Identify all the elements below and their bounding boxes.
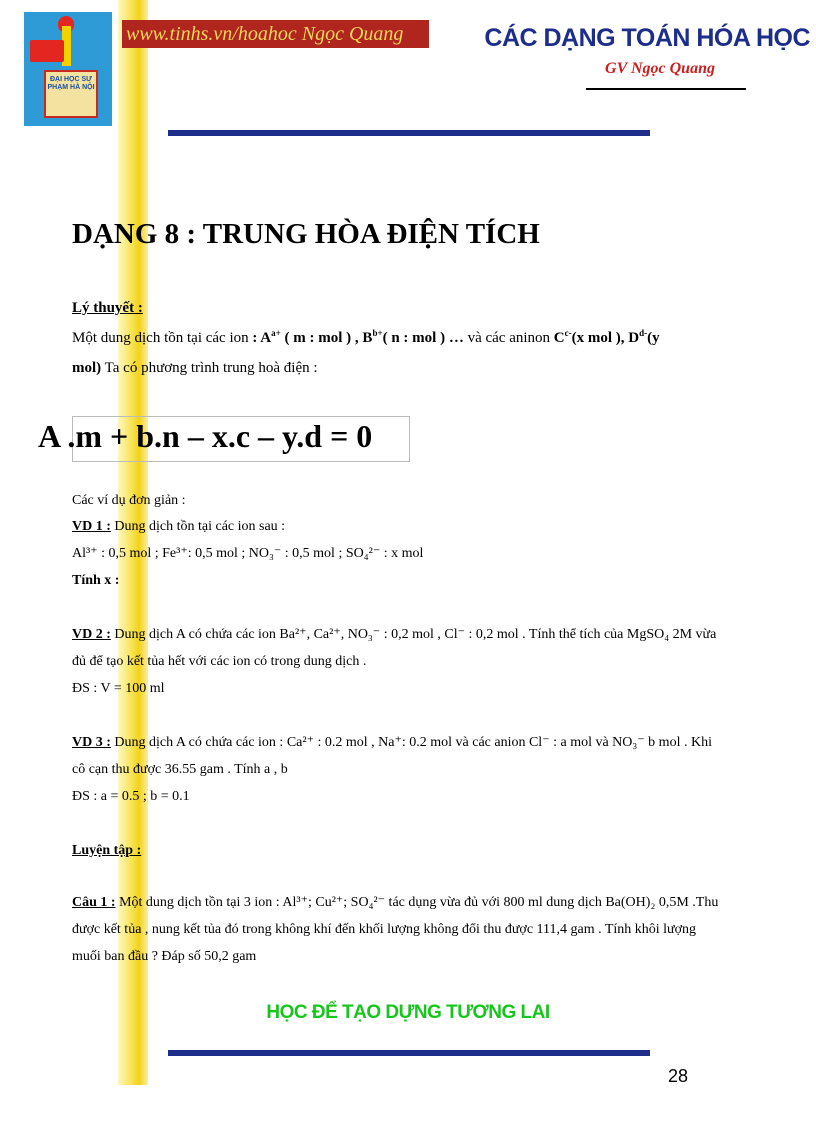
website-banner-text: www.tinhs.vn/hoahoc Ngọc Quang — [126, 23, 404, 45]
cation-a-charge: a+ — [271, 328, 281, 338]
anion-c-charge: c- — [564, 328, 572, 338]
theory-line-2 — [72, 358, 318, 379]
cation-a: : A — [252, 330, 272, 346]
website-banner[interactable] — [122, 20, 429, 48]
example-2-label: VD 2 : — [72, 627, 111, 642]
theory-heading — [72, 298, 143, 319]
theory-line2-bold: mol) — [72, 360, 102, 376]
example-3-text: Dung dịch A có chứa các ion : Ca²⁺ : 0.2 mol , Na⁺: 0.2 mol và các anion Cl⁻ : a mol và NO₃⁻ b mol . Khi — [110, 735, 712, 750]
example-1-text: Dung dịch tồn tại các ion sau : — [110, 519, 286, 534]
question-1-line2: được kết tủa , nung kết tủa đó trong không khí đến khối lượng không đổi thu được 111,4 gam . Tính khôi lượng — [72, 922, 697, 937]
footer-slogan: HỌC ĐỂ TẠO DỰNG TƯƠNG LAI — [266, 1002, 550, 1023]
anion-d-amount: (y — [647, 330, 660, 346]
flag-icon — [30, 40, 64, 62]
practice-heading-label: Luyện tập : — [72, 843, 142, 858]
example-3-line2: cô cạn thu được 36.55 gam . Tính a , b — [72, 762, 288, 777]
example-3 — [72, 732, 712, 753]
book-icon — [44, 70, 98, 118]
page-number: 28 — [668, 1066, 689, 1086]
example-1 — [72, 516, 285, 537]
theory-heading-label: Lý thuyết : — [72, 300, 143, 316]
header-subtitle: GV Ngọc Quang — [605, 60, 715, 77]
example-1-label: VD 1 : — [72, 519, 111, 534]
logo-text: ĐẠI HỌC SƯ PHẠM HÀ NỘI — [47, 76, 95, 91]
page-title: DẠNG 8 : TRUNG HÒA ĐIỆN TÍCH — [72, 218, 540, 250]
anion-c: C — [553, 330, 565, 346]
example-2-answer: ĐS : V = 100 ml — [72, 681, 165, 696]
example-3-label: VD 3 : — [72, 735, 111, 750]
example-2 — [72, 624, 716, 645]
anion-c-amount: (x mol ), D — [571, 330, 640, 346]
example-2-line2: đủ để tạo kết tủa hết với các ion có trong dung dịch . — [72, 654, 367, 669]
theory-line-1 — [72, 328, 660, 349]
charge-balance-formula: A .m + b.n – x.c – y.d = 0 — [38, 418, 373, 454]
example-1-question: Tính x : — [72, 573, 120, 588]
practice-heading — [72, 840, 141, 861]
example-2-text: Dung dịch A có chứa các ion Ba²⁺, Ca²⁺, NO₃⁻ : 0,2 mol , Cl⁻ : 0,2 mol . Tính thể tích của MgSO₄ 2M vừa — [110, 627, 717, 642]
question-1 — [72, 892, 718, 913]
theory-intro: Một dung dịch tồn tại các ion — [72, 330, 253, 346]
university-logo — [24, 12, 112, 126]
cation-b-charge: b+ — [372, 328, 383, 338]
theory-line2-rest: Ta có phương trình trung hoà điện : — [101, 360, 318, 376]
bottom-divider — [168, 1050, 650, 1056]
question-1-text: Một dung dịch tồn tại 3 ion : Al³⁺; Cu²⁺; SO₄²⁻ tác dụng vừa đủ với 800 ml dung dịch Ba(OH)₂ 0,5M .Thu — [115, 895, 719, 910]
theory-mid: và các aninon — [463, 330, 554, 346]
question-1-label: Câu 1 : — [72, 895, 116, 910]
example-1-ions: Al³⁺ : 0,5 mol ; Fe³⁺: 0,5 mol ; NO₃⁻ : 0,5 mol ; SO₄²⁻ : x mol — [72, 546, 424, 561]
anion-d-charge: d- — [639, 328, 648, 338]
cation-a-amount: ( m : mol ) , B — [280, 330, 373, 346]
question-1-line3: muối ban đầu ? Đáp số 50,2 gam — [72, 949, 257, 964]
header-title: CÁC DẠNG TOÁN HÓA HỌC — [484, 24, 810, 52]
cation-b-amount: ( n : mol ) … — [382, 330, 464, 346]
top-divider — [168, 130, 650, 136]
examples-intro: Các ví dụ đơn giản : — [72, 493, 186, 508]
header-underline — [586, 88, 746, 90]
example-3-answer: ĐS : a = 0.5 ; b = 0.1 — [72, 789, 190, 804]
